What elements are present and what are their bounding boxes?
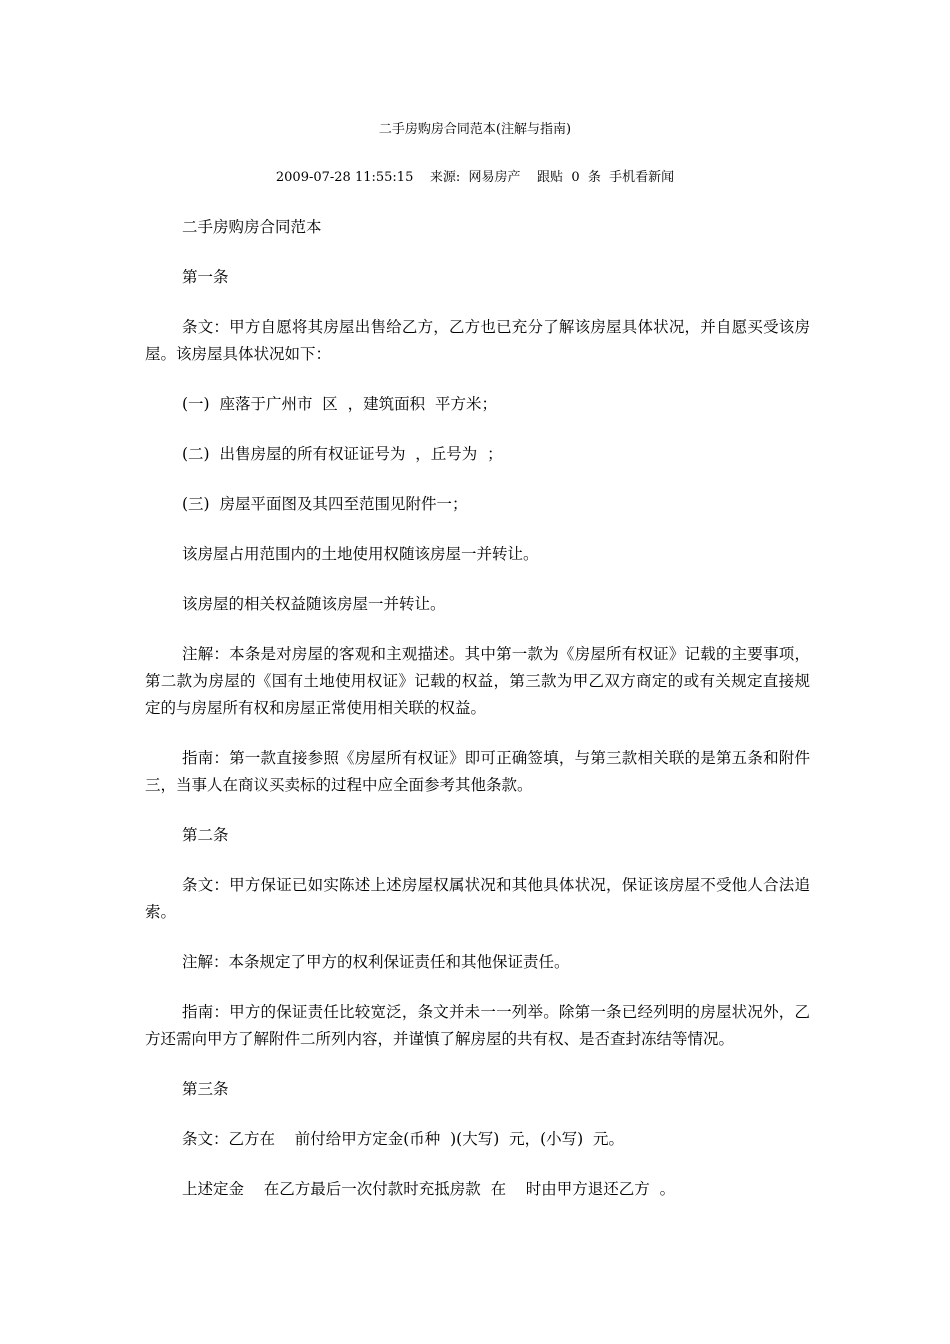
article-2-clause: 条文：甲方保证已如实陈述上述房屋权属状况和其他具体状况，保证该房屋不受他人合法追索。	[145, 876, 810, 921]
article-2-annotation: 注解：本条规定了甲方的权利保证责任和其他保证责任。	[182, 953, 570, 971]
article-1-related-rights: 该房屋的相关权益随该房屋一并转让。	[182, 595, 446, 613]
article-1-guide: 指南：第一款直接参照《房屋所有权证》即可正确签填，与第三款相关联的是第五条和附件三，当事人在商议买卖标的过程中应全面参考其他条款。	[145, 749, 810, 794]
article-3-deposit: 上述定金 在乙方最后一次付款时充抵房款 在 时由甲方退还乙方 。	[182, 1180, 676, 1198]
article-1-clause: 条文：甲方自愿将其房屋出售给乙方，乙方也已充分了解该房屋具体状况，并自愿买受该房屋。该房屋具体状况如下：	[145, 318, 810, 363]
document-title: 二手房购房合同范本(注解与指南)	[378, 122, 572, 137]
article-1-item-3: (三) 房屋平面图及其四至范围见附件一；	[182, 495, 468, 513]
heading-contract: 二手房购房合同范本	[182, 218, 322, 236]
article-2-guide: 指南：甲方的保证责任比较宽泛，条文并未一一列举。除第一条已经列明的房屋状况外，乙方还需向甲方了解附件二所列内容，并谨慎了解房屋的共有权、是否查封冻结等情况。	[145, 1003, 810, 1048]
article-3-heading: 第三条	[182, 1080, 229, 1098]
article-2-heading: 第二条	[182, 826, 229, 844]
article-1-land-rights: 该房屋占用范围内的土地使用权随该房屋一并转让。	[182, 545, 539, 563]
article-1-item-1: (一) 座落于广州市 区 ，建筑面积 平方米；	[182, 395, 498, 413]
document-body	[145, 214, 810, 1226]
article-1-annotation: 注解：本条是对房屋的客观和主观描述。其中第一款为《房屋所有权证》记载的主要事项，第二款为房屋的《国有土地使用权证》记载的权益，第三款为甲乙双方商定的或有关规定直接规定的与房屋所有权和房屋正常使用相关联的权益。	[145, 645, 810, 717]
article-3-clause: 条文：乙方在 前付给甲方定金(币种 )(大写) 元，(小写) 元。	[182, 1130, 625, 1148]
article-1-heading: 第一条	[182, 268, 229, 286]
article-meta: 2009-07-28 11:55:15 来源: 网易房产 跟贴 0 条 手机看新闻	[275, 170, 675, 185]
article-1-item-2: (二) 出售房屋的所有权证证号为 ，丘号为 ；	[182, 445, 503, 463]
